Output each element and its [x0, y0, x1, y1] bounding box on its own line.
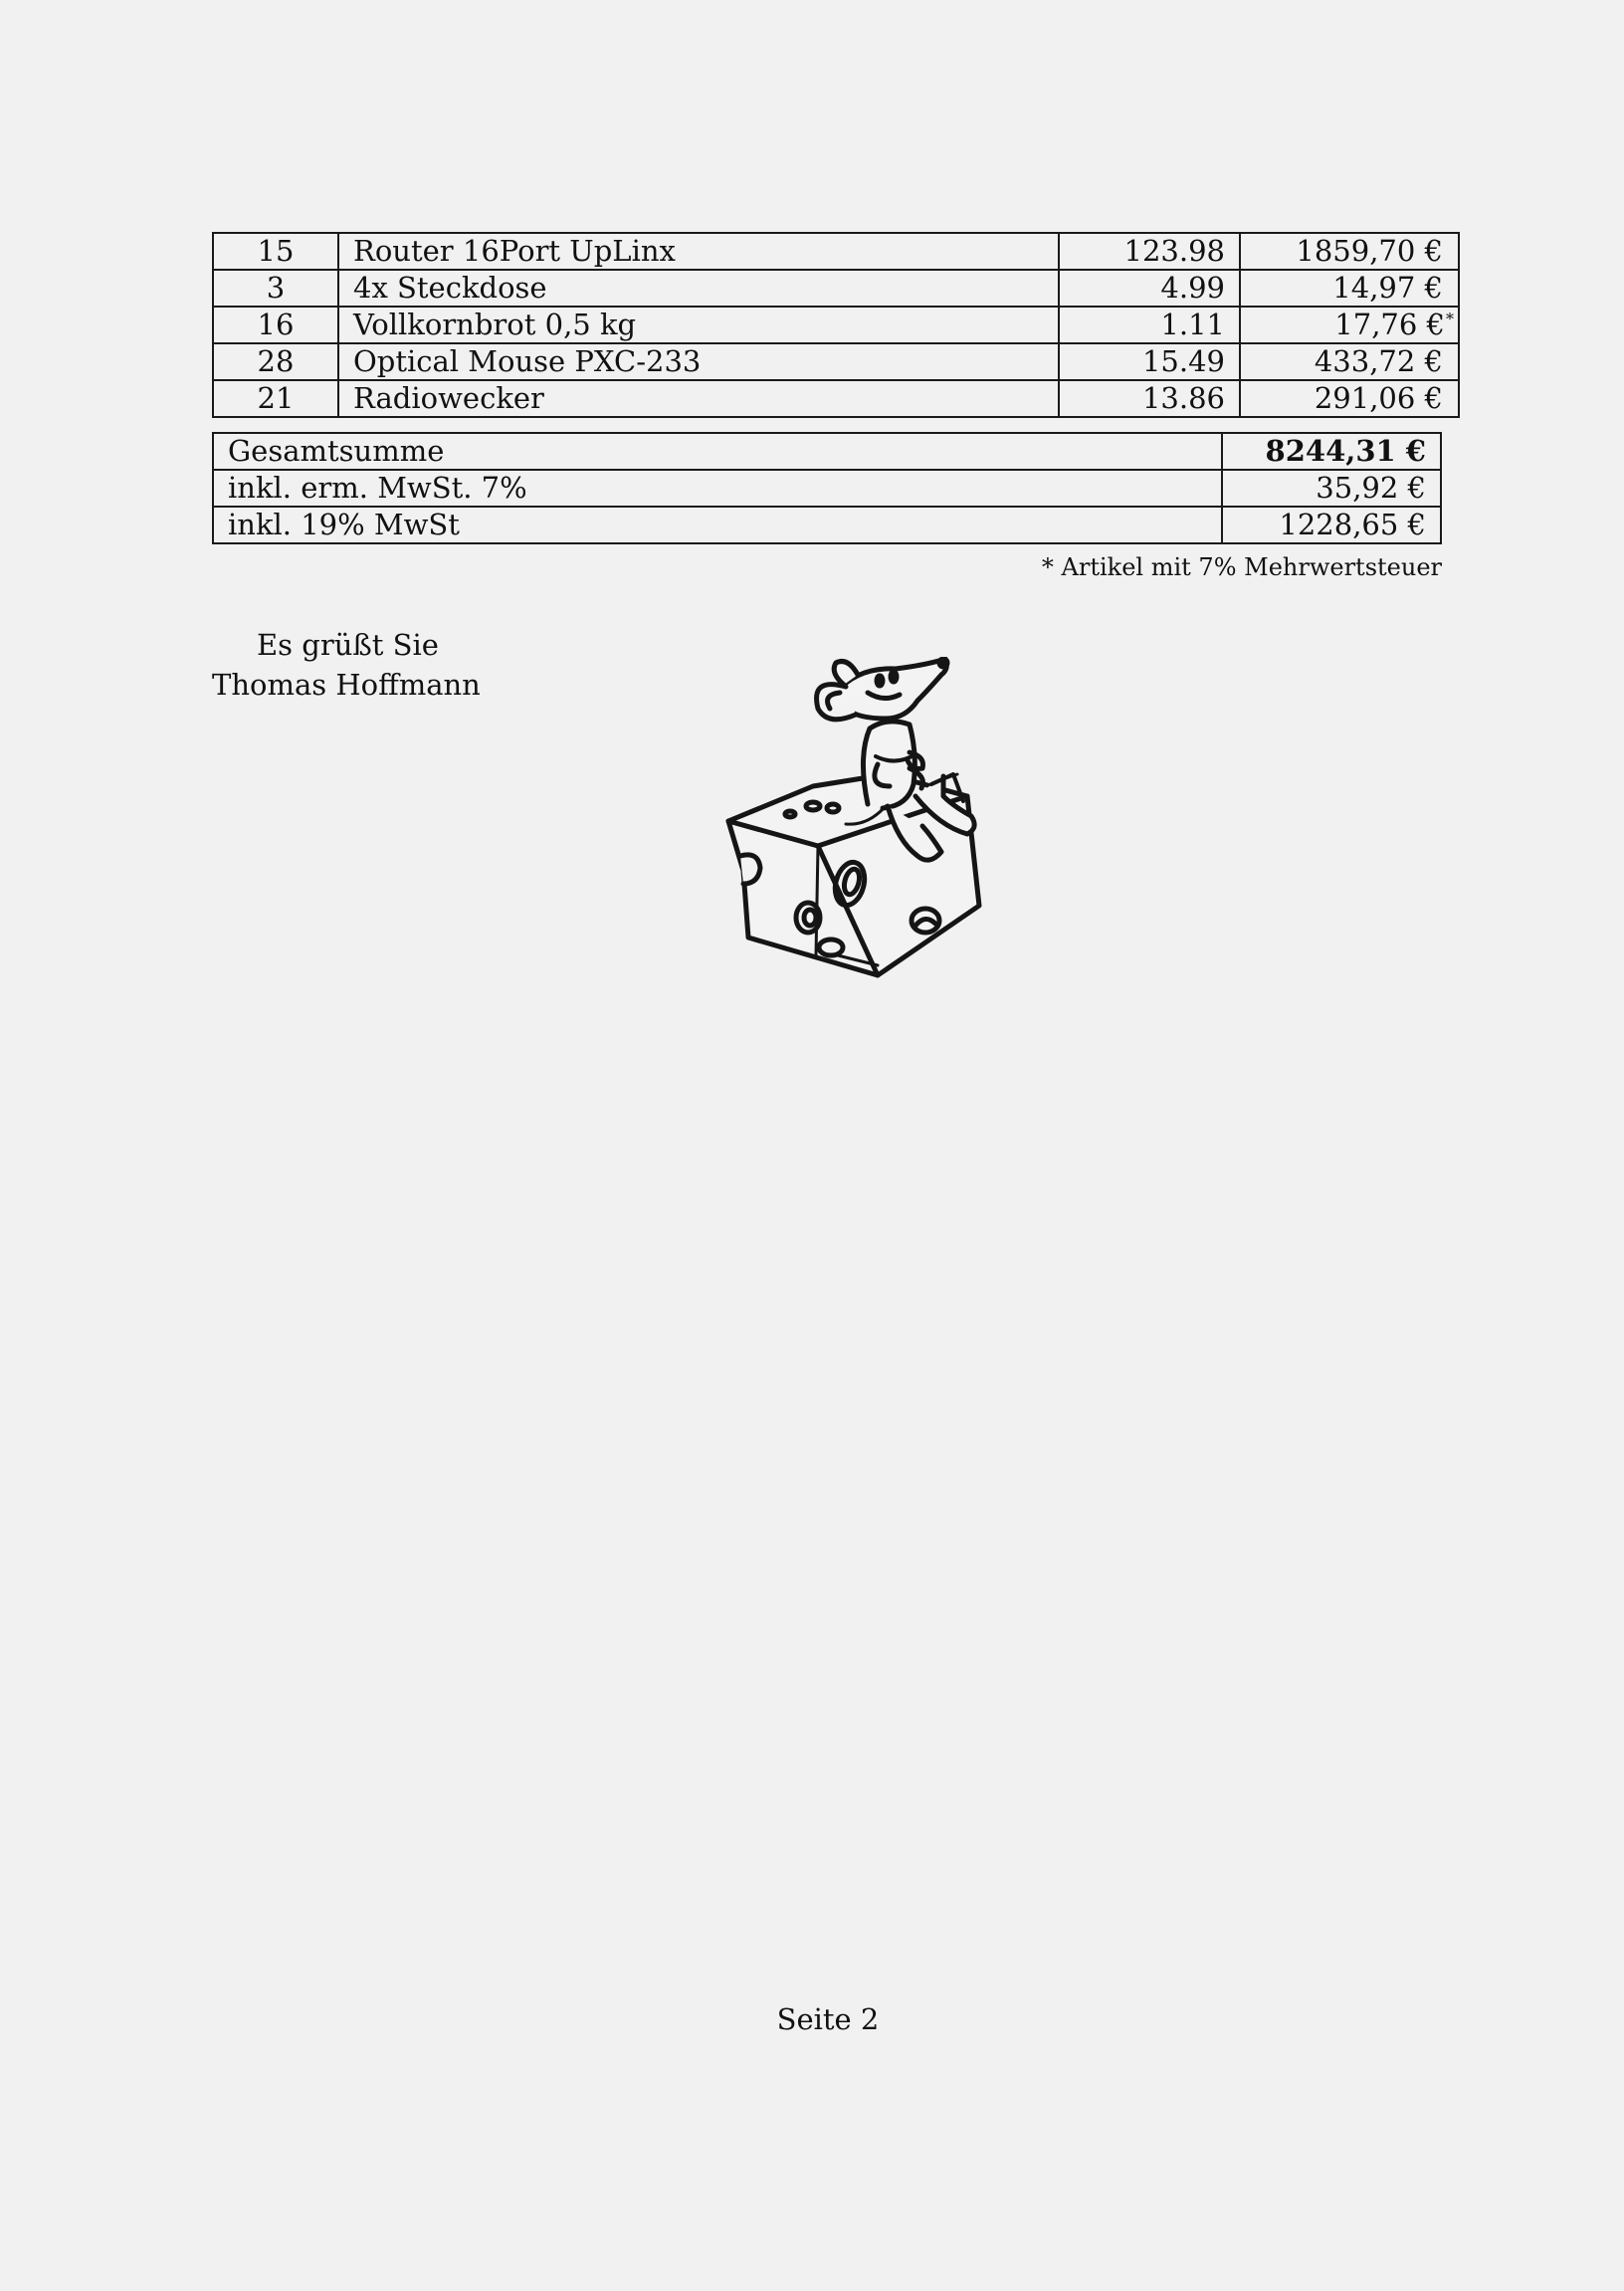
reduced-vat-label: inkl. erm. MwSt. 7%	[213, 470, 1222, 507]
item-total	[1240, 233, 1459, 270]
item-total	[1240, 380, 1459, 417]
item-total	[1240, 343, 1459, 380]
item-quantity: 21	[213, 380, 338, 417]
item-name: Optical Mouse PXC-233	[338, 343, 1059, 380]
item-quantity: 28	[213, 343, 338, 380]
vat-footnote: * Artikel mit 7% Mehrwertsteuer	[1041, 553, 1442, 581]
table-row	[213, 380, 1459, 417]
item-quantity: 16	[213, 307, 338, 343]
signature-name: Thomas Hoffmann	[212, 668, 481, 702]
item-unit-price: 123.98	[1059, 233, 1240, 270]
item-total-value: 17,76 €	[1334, 308, 1445, 341]
items-table	[212, 232, 1460, 418]
table-row	[213, 343, 1459, 380]
item-total-value: 433,72 €	[1314, 344, 1443, 378]
item-name: Vollkornbrot 0,5 kg	[338, 307, 1059, 343]
closing-greeting	[212, 625, 481, 705]
item-quantity: 3	[213, 270, 338, 307]
item-total-value: 1859,70 €	[1296, 234, 1443, 268]
table-row	[213, 270, 1459, 307]
page-number: Seite 2	[776, 2002, 880, 2036]
vat-marker: *	[1446, 310, 1454, 328]
greeting-line: Es grüßt Sie	[257, 628, 439, 662]
table-row	[213, 307, 1459, 343]
total-row	[213, 470, 1441, 507]
item-unit-price: 13.86	[1059, 380, 1240, 417]
item-quantity: 15	[213, 233, 338, 270]
total-row	[213, 433, 1441, 470]
item-total-value: 14,97 €	[1332, 271, 1443, 305]
item-unit-price: 4.99	[1059, 270, 1240, 307]
item-unit-price: 15.49	[1059, 343, 1240, 380]
item-unit-price: 1.11	[1059, 307, 1240, 343]
full-vat-value: 1228,65 €	[1222, 507, 1441, 543]
item-name: 4x Steckdose	[338, 270, 1059, 307]
full-vat-label: inkl. 19% MwSt	[213, 507, 1222, 543]
gross-total-value: 8244,31 €	[1222, 433, 1441, 470]
gross-total-label: Gesamtsumme	[213, 433, 1222, 470]
table-row	[213, 233, 1459, 270]
item-name: Router 16Port UpLinx	[338, 233, 1059, 270]
mouse-on-cheese-illustration	[718, 657, 1007, 985]
totals-table	[212, 432, 1442, 544]
item-total	[1240, 307, 1459, 343]
item-total-value: 291,06 €	[1314, 381, 1443, 415]
item-name: Radiowecker	[338, 380, 1059, 417]
total-row	[213, 507, 1441, 543]
item-total	[1240, 270, 1459, 307]
reduced-vat-value: 35,92 €	[1222, 470, 1441, 507]
